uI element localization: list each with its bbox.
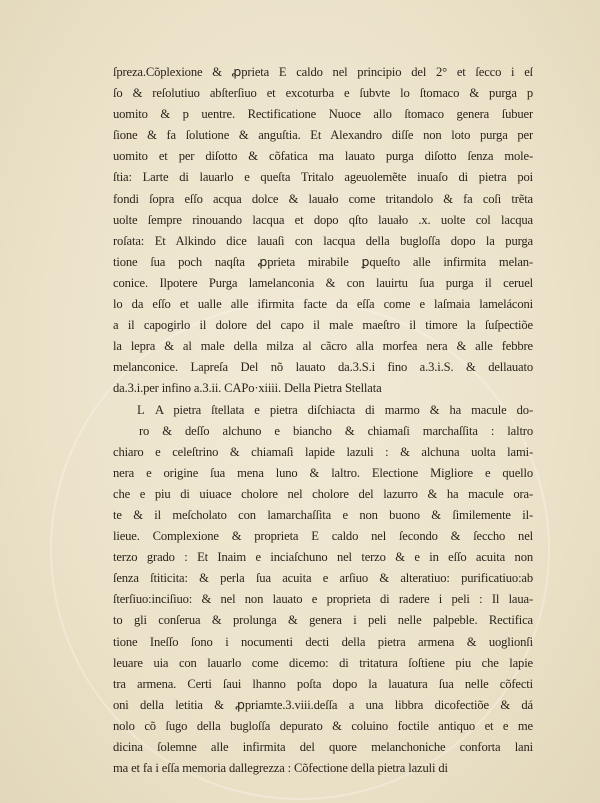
text-line-6: ſtia: Larte di lauarlo e queſta Tritalo ageuolemẽte inuaſo di pietra poi (113, 170, 533, 185)
text-line-31: oni della letitia & ꝓpriamte.3.viii.deſſa a una libbra dicofectiõe & dá (113, 697, 533, 712)
text-line-11: conice. Ilpotere Purga lamelanconia & con lauirtu ſua purga il ceruel (113, 275, 533, 290)
text-line-34: ma et fa i eſſa memoria dallegrezza : Cõfectione della pietra lazuli di (113, 761, 448, 776)
text-line-4: ſione & fa ſolutione & anguſtia. Et Alexandro diſſe non loto purga per (113, 128, 533, 143)
text-line-24: terzo grado : Et Inaim e inciaſchuno nel terzo & e in eſſo acuita non (113, 550, 533, 565)
text-line-29: leuare uia con lauarlo come dicemo: di tritatura ſoſtiene piu che lapie (113, 655, 533, 670)
text-line-22: te & il meſcholato con lamarchaſſita e non buono & ſimilemente il- (113, 507, 533, 522)
text-line-8: uolte ſempre rinouando lacqua et dopo qſto lauało .x. uolte col lacqua (113, 212, 533, 227)
text-line-28: tione Ineſſo ſono i nocumenti decti della pietra armena & uoglionſi (113, 634, 533, 649)
text-line-25: ſenza ſtiticita: & perla ſua acuita e arſiuo & alteratiuo: purificatiuo:ab (113, 571, 533, 586)
text-line-21: che e piu di uiuace cholore nel cholore del lazurro & ha macule ora- (113, 486, 533, 501)
text-line-30: tra armena. Certi ſaui lhanno poſta dopo la lauatura ſua nelle cõfecti (113, 676, 533, 691)
text-line-2: ſo & reſolutiuo abſterſiuo et excoturba e ſubvte lo ſtomaco & purga p (113, 86, 533, 101)
text-line-19: chiaro e celeſtrino & chiamaſi lapide lazuli : & alchuna uolta lami- (113, 444, 533, 459)
text-line-27: to gli conſerua & prolunga & genera i peli nelle palpeble. Rectifica (113, 613, 533, 628)
text-line-10: tione ſua poch naqſta ꝓprieta mirabile ꝑqueſto alle infirmita melan- (113, 254, 533, 269)
text-line-23: lieue. Complexione & proprieta E caldo nel ſecondo & ſeccho nel (113, 529, 533, 544)
text-line-13: a il capogirlo il dolore del capo il male maeſtro il timore la ſuſpectiõe (113, 318, 533, 333)
text-line-14: la lepra & al male della milza al cãcro alla morfea nera & alle febbre (113, 339, 533, 354)
initial-letter: L (137, 402, 145, 417)
text-line-18: ro & deſſo alchuno e biancho & chiamaſi marchaſſita : laltro (139, 423, 533, 438)
text-line-12: lo da eſſo et ualle alle ifirmita facte da eſſa come e laſmaia lameláconi (113, 297, 533, 312)
text-line-5: uomito et per diſotto & cõfatica ma lauato purga diſotto ſenza mole- (113, 149, 533, 164)
chapter-heading-line: da.3.i.per infino a.3.ii. CAPo·xiiii. Della Pietra Stellata (113, 381, 382, 396)
text-line-7: fondi ſopra eſſo acqua dolce & lauało come tritandolo & fa coſi trẽta (113, 191, 533, 206)
text-line-9: roſata: Et Alkindo dice lauaſi con lacqua della bugloſſa dopo la purga (113, 233, 533, 248)
text-line-20: nera e origine ſua mena luno & laltro. Electione Migliore e quello (113, 465, 533, 480)
text-line-32: nolo cõ ſugo della bugloſſa depurato & coluino foctile antiquo et e me (113, 718, 533, 733)
text-line-15: melanconice. Lapreſa Del nõ lauato da.3.S.i fino a.3.i.S. & dellauato (113, 360, 533, 375)
text-line-1: ſpreza.Cõplexione & ꝓprieta E caldo nel principio del 2° et ſecco i eſ (113, 65, 533, 79)
chapter-first-line (113, 400, 533, 421)
text-line-33: dicina ſolemne alle infirmita del quore melanchoniche conforta lani (113, 740, 533, 754)
text-line-26: ſterſiuo:inciſiuo: & nel non lauato e proprieta di radere i peli : Il laua- (113, 592, 533, 607)
chapter-first-line-text: A pietra ſtellata e pietra diſchiacta di marmo & ha macule do- (155, 402, 533, 417)
text-column (113, 62, 533, 779)
text-line-3: uomito & p uentre. Rectificatione Nuoce allo ſtomaco genera ſubuer (113, 107, 533, 122)
